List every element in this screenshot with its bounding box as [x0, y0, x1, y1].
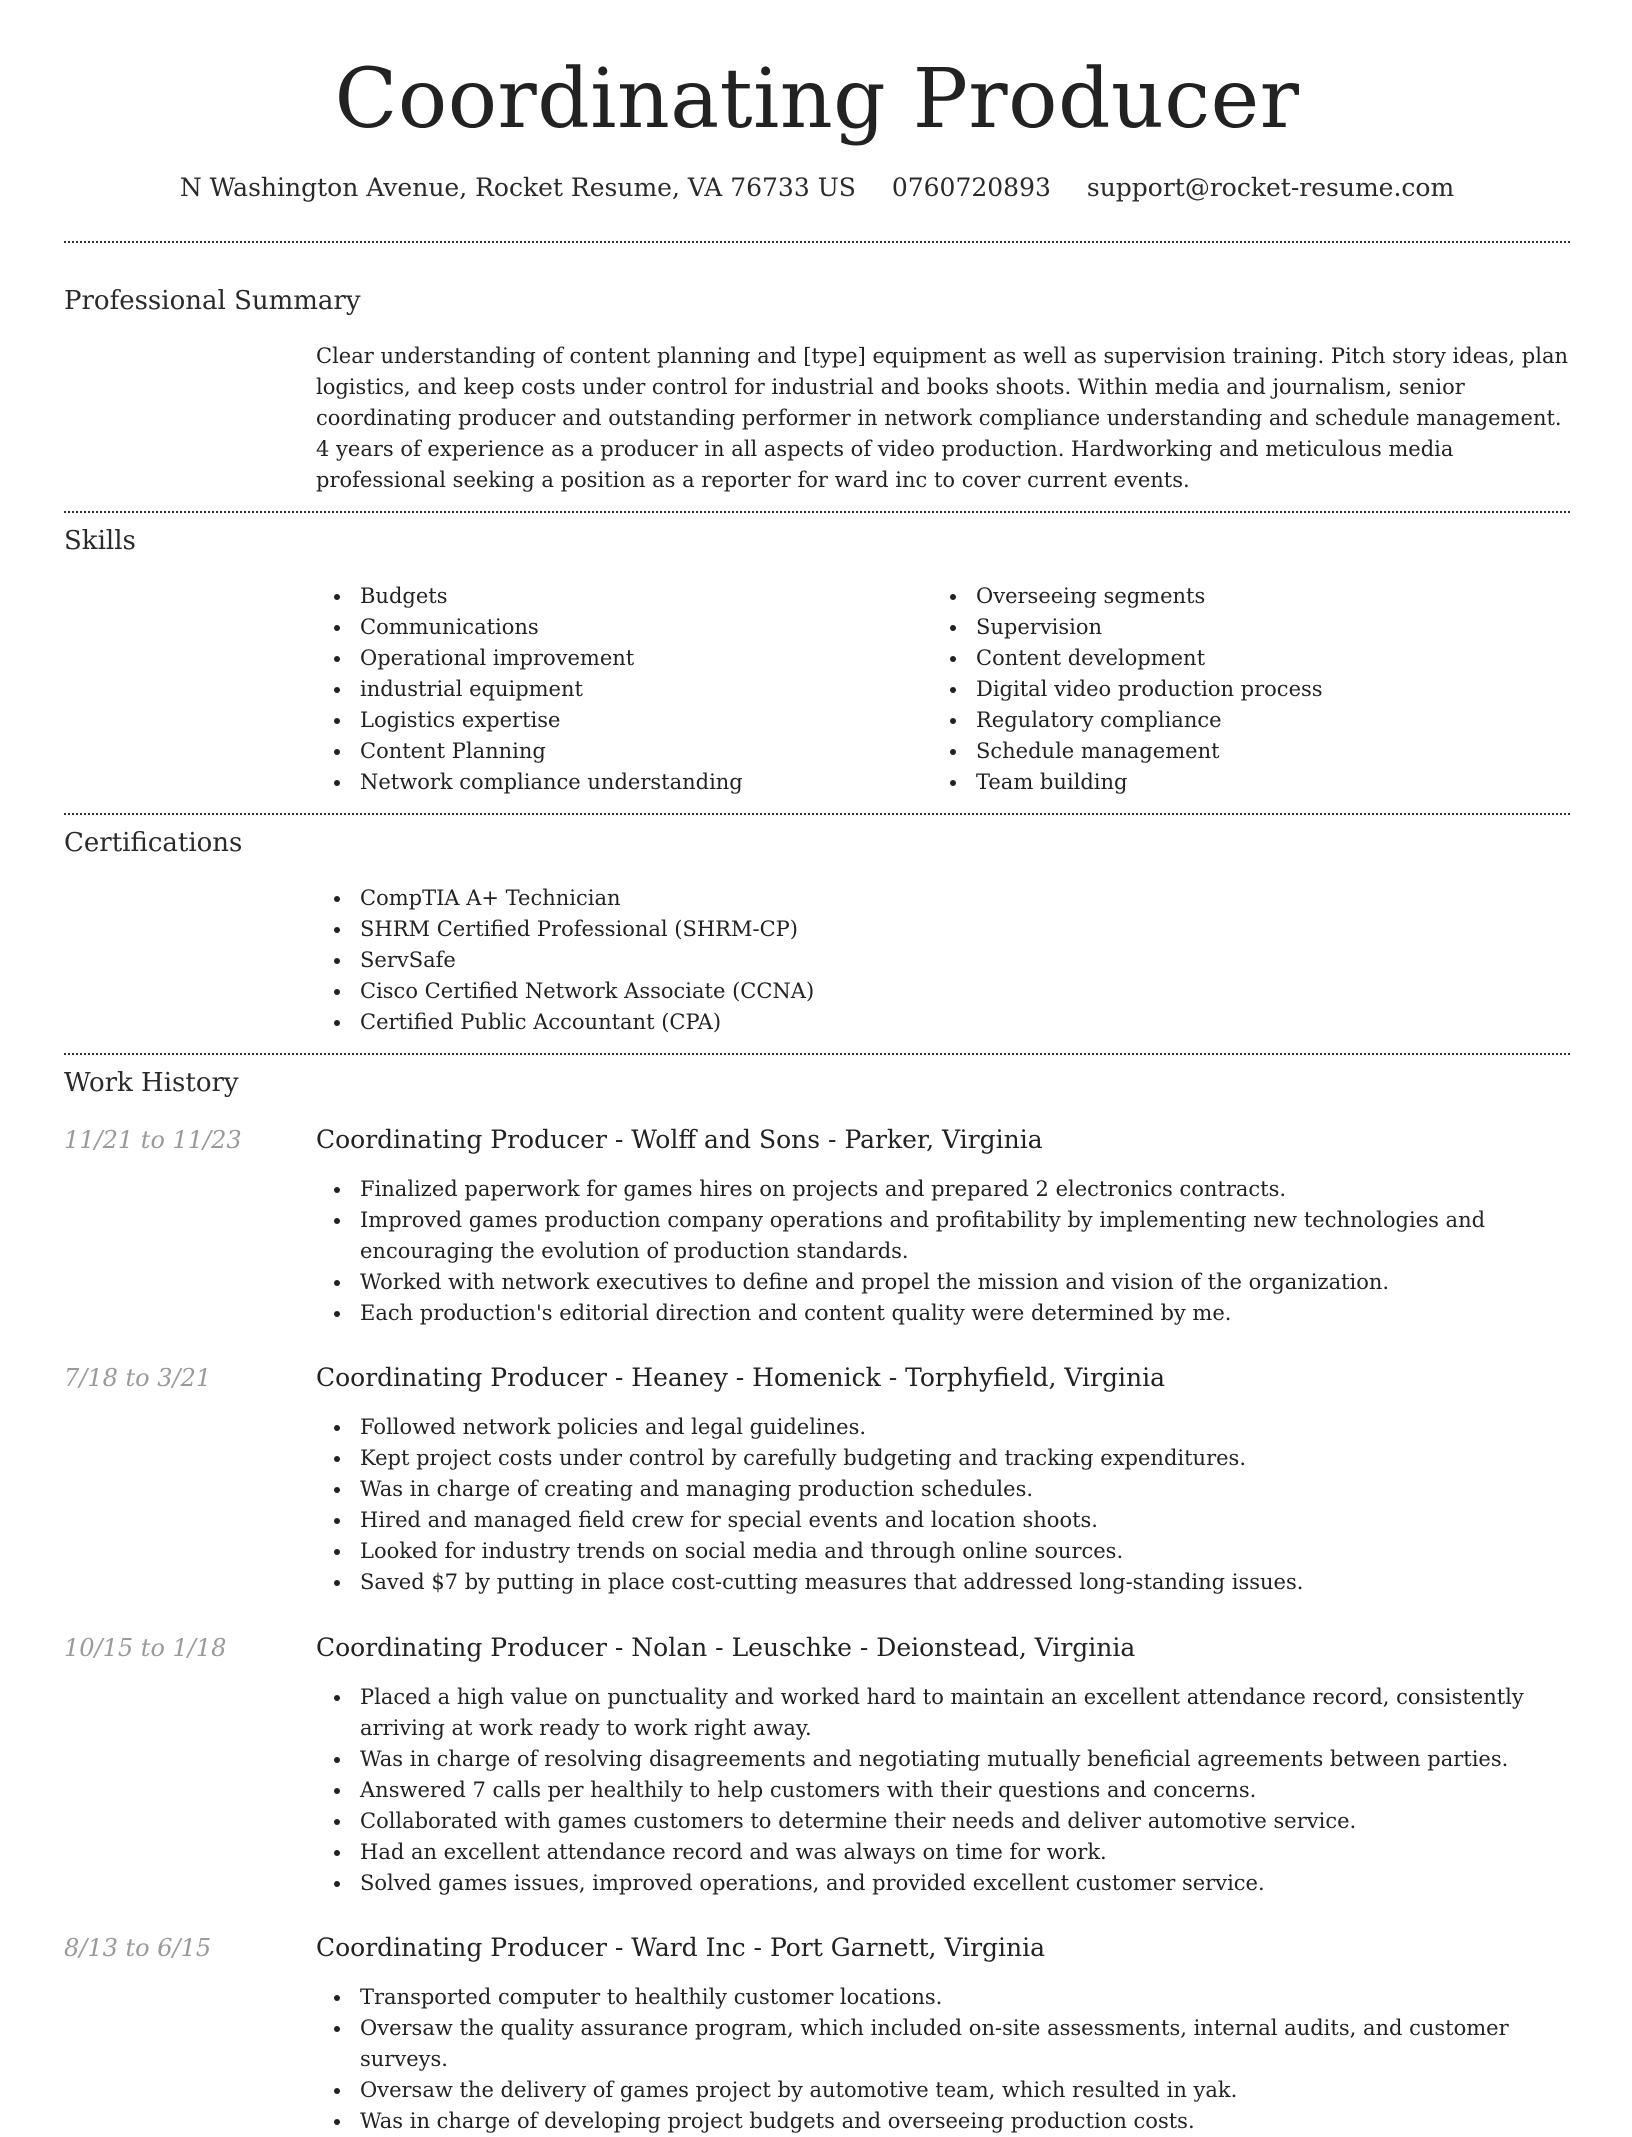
certification-item: ServSafe [316, 945, 1570, 976]
skill-item: Digital video production process [932, 674, 1532, 705]
job-bullet: Transported computer to healthily customer locations. [316, 1982, 1570, 2013]
skill-item: Supervision [932, 612, 1532, 643]
certification-item: CompTIA A+ Technician [316, 883, 1570, 914]
job-title: Coordinating Producer - Nolan - Leuschke - Deionstead, Virginia [316, 1633, 1136, 1662]
skill-item: Logistics expertise [316, 705, 916, 736]
skill-item: Team building [932, 767, 1532, 798]
job-bullet: Saved $7 by putting in place cost-cutting measures that addressed long-standing issues. [316, 1567, 1570, 1598]
skill-item: Overseeing segments [932, 581, 1532, 612]
resume-name: Coordinating Producer [334, 52, 1300, 147]
job-dates: 8/13 to 6/15 [64, 1934, 212, 1962]
job-bullet: Looked for industry trends on social media and through online sources. [316, 1536, 1570, 1567]
job-title: Coordinating Producer - Heaney - Homenick - Torphyfield, Virginia [316, 1363, 1165, 1392]
job-dates: 10/15 to 1/18 [64, 1634, 227, 1662]
work-history-heading: Work History [64, 1068, 239, 1098]
skill-item: Operational improvement [316, 643, 916, 674]
job-bullet: Collaborated with games customers to determine their needs and deliver automotive service. [316, 1806, 1570, 1837]
job-bullet: Was in charge of resolving disagreements and negotiating mutually beneficial agreements between parties. [316, 1744, 1570, 1775]
job-bullets [316, 1174, 1570, 1329]
section-divider [64, 813, 1570, 815]
skills-list-left [316, 581, 916, 798]
job-bullet: Finalized paperwork for games hires on projects and prepared 2 electronics contracts. [316, 1174, 1570, 1205]
skill-item: Network compliance understanding [316, 767, 916, 798]
job-bullet: Improved games production company operations and profitability by implementing new technologies and encouraging the evolution of production standards. [316, 1205, 1570, 1267]
skills-list-right [932, 581, 1532, 798]
skill-item: Schedule management [932, 736, 1532, 767]
certification-item: SHRM Certified Professional (SHRM-CP) [316, 914, 1570, 945]
contact-address: N Washington Avenue, Rocket Resume, VA 76733 US [179, 173, 856, 202]
skills-heading: Skills [64, 526, 136, 556]
job-bullet: Followed network policies and legal guidelines. [316, 1412, 1570, 1443]
skill-item: Content development [932, 643, 1532, 674]
job-bullets [316, 1682, 1570, 1899]
section-divider [64, 241, 1570, 243]
certifications-heading: Certifications [64, 828, 243, 858]
skill-item: Communications [316, 612, 916, 643]
job-title: Coordinating Producer - Ward Inc - Port Garnett, Virginia [316, 1933, 1046, 1962]
job-bullet: Solved games issues, improved operations, and provided excellent customer service. [316, 1868, 1570, 1899]
job-dates: 11/21 to 11/23 [64, 1126, 242, 1154]
job-bullets [316, 1412, 1570, 1598]
job-bullet: Was in charge of creating and managing production schedules. [316, 1474, 1570, 1505]
job-title: Coordinating Producer - Wolff and Sons - Parker, Virginia [316, 1125, 1043, 1154]
certification-item: Certified Public Accountant (CPA) [316, 1007, 1570, 1038]
job-bullet: Had an excellent attendance record and was always on time for work. [316, 1837, 1570, 1868]
contact-line [64, 170, 1570, 206]
certification-item: Cisco Certified Network Associate (CCNA) [316, 976, 1570, 1007]
job-bullet: Placed a high value on punctuality and worked hard to maintain an excellent attendance record, consistently arriving at work ready to work right away. [316, 1682, 1570, 1744]
skill-item: industrial equipment [316, 674, 916, 705]
job-dates: 7/18 to 3/21 [64, 1364, 212, 1392]
job-bullet: Kept project costs under control by carefully budgeting and tracking expenditures. [316, 1443, 1570, 1474]
skill-item: Content Planning [316, 736, 916, 767]
contact-phone: 0760720893 [891, 173, 1051, 202]
job-bullet: Was in charge of developing project budgets and overseeing production costs. [316, 2106, 1570, 2137]
section-divider [64, 511, 1570, 513]
job-bullet: Hired and managed field crew for special events and location shoots. [316, 1505, 1570, 1536]
job-bullet: Oversaw the quality assurance program, which included on-site assessments, internal audits, and customer surveys. [316, 2013, 1570, 2075]
job-bullet: Answered 7 calls per healthily to help customers with their questions and concerns. [316, 1775, 1570, 1806]
job-bullet: Each production's editorial direction and content quality were determined by me. [316, 1298, 1570, 1329]
job-bullets [316, 1982, 1570, 2137]
certifications-list [316, 883, 1570, 1038]
skill-item: Budgets [316, 581, 916, 612]
skill-item: Regulatory compliance [932, 705, 1532, 736]
section-divider [64, 1053, 1570, 1055]
contact-email: support@rocket-resume.com [1086, 173, 1455, 202]
job-bullet: Oversaw the delivery of games project by automotive team, which resulted in yak. [316, 2075, 1570, 2106]
summary-heading: Professional Summary [64, 286, 361, 316]
summary-text: Clear understanding of content planning and [type] equipment as well as supervision training. Pitch story ideas, plan logistics, and keep costs under control for industrial and books shoots. Within media and journalism, senior coordinating producer and outstanding performer in network compliance understanding and schedule management. 4 years of experience as a producer in all aspects of video production. Hardworking and meticulous media professional seeking a position as a reporter for ward inc to cover current events. [316, 344, 1568, 492]
job-bullet: Worked with network executives to define and propel the mission and vision of the organization. [316, 1267, 1570, 1298]
